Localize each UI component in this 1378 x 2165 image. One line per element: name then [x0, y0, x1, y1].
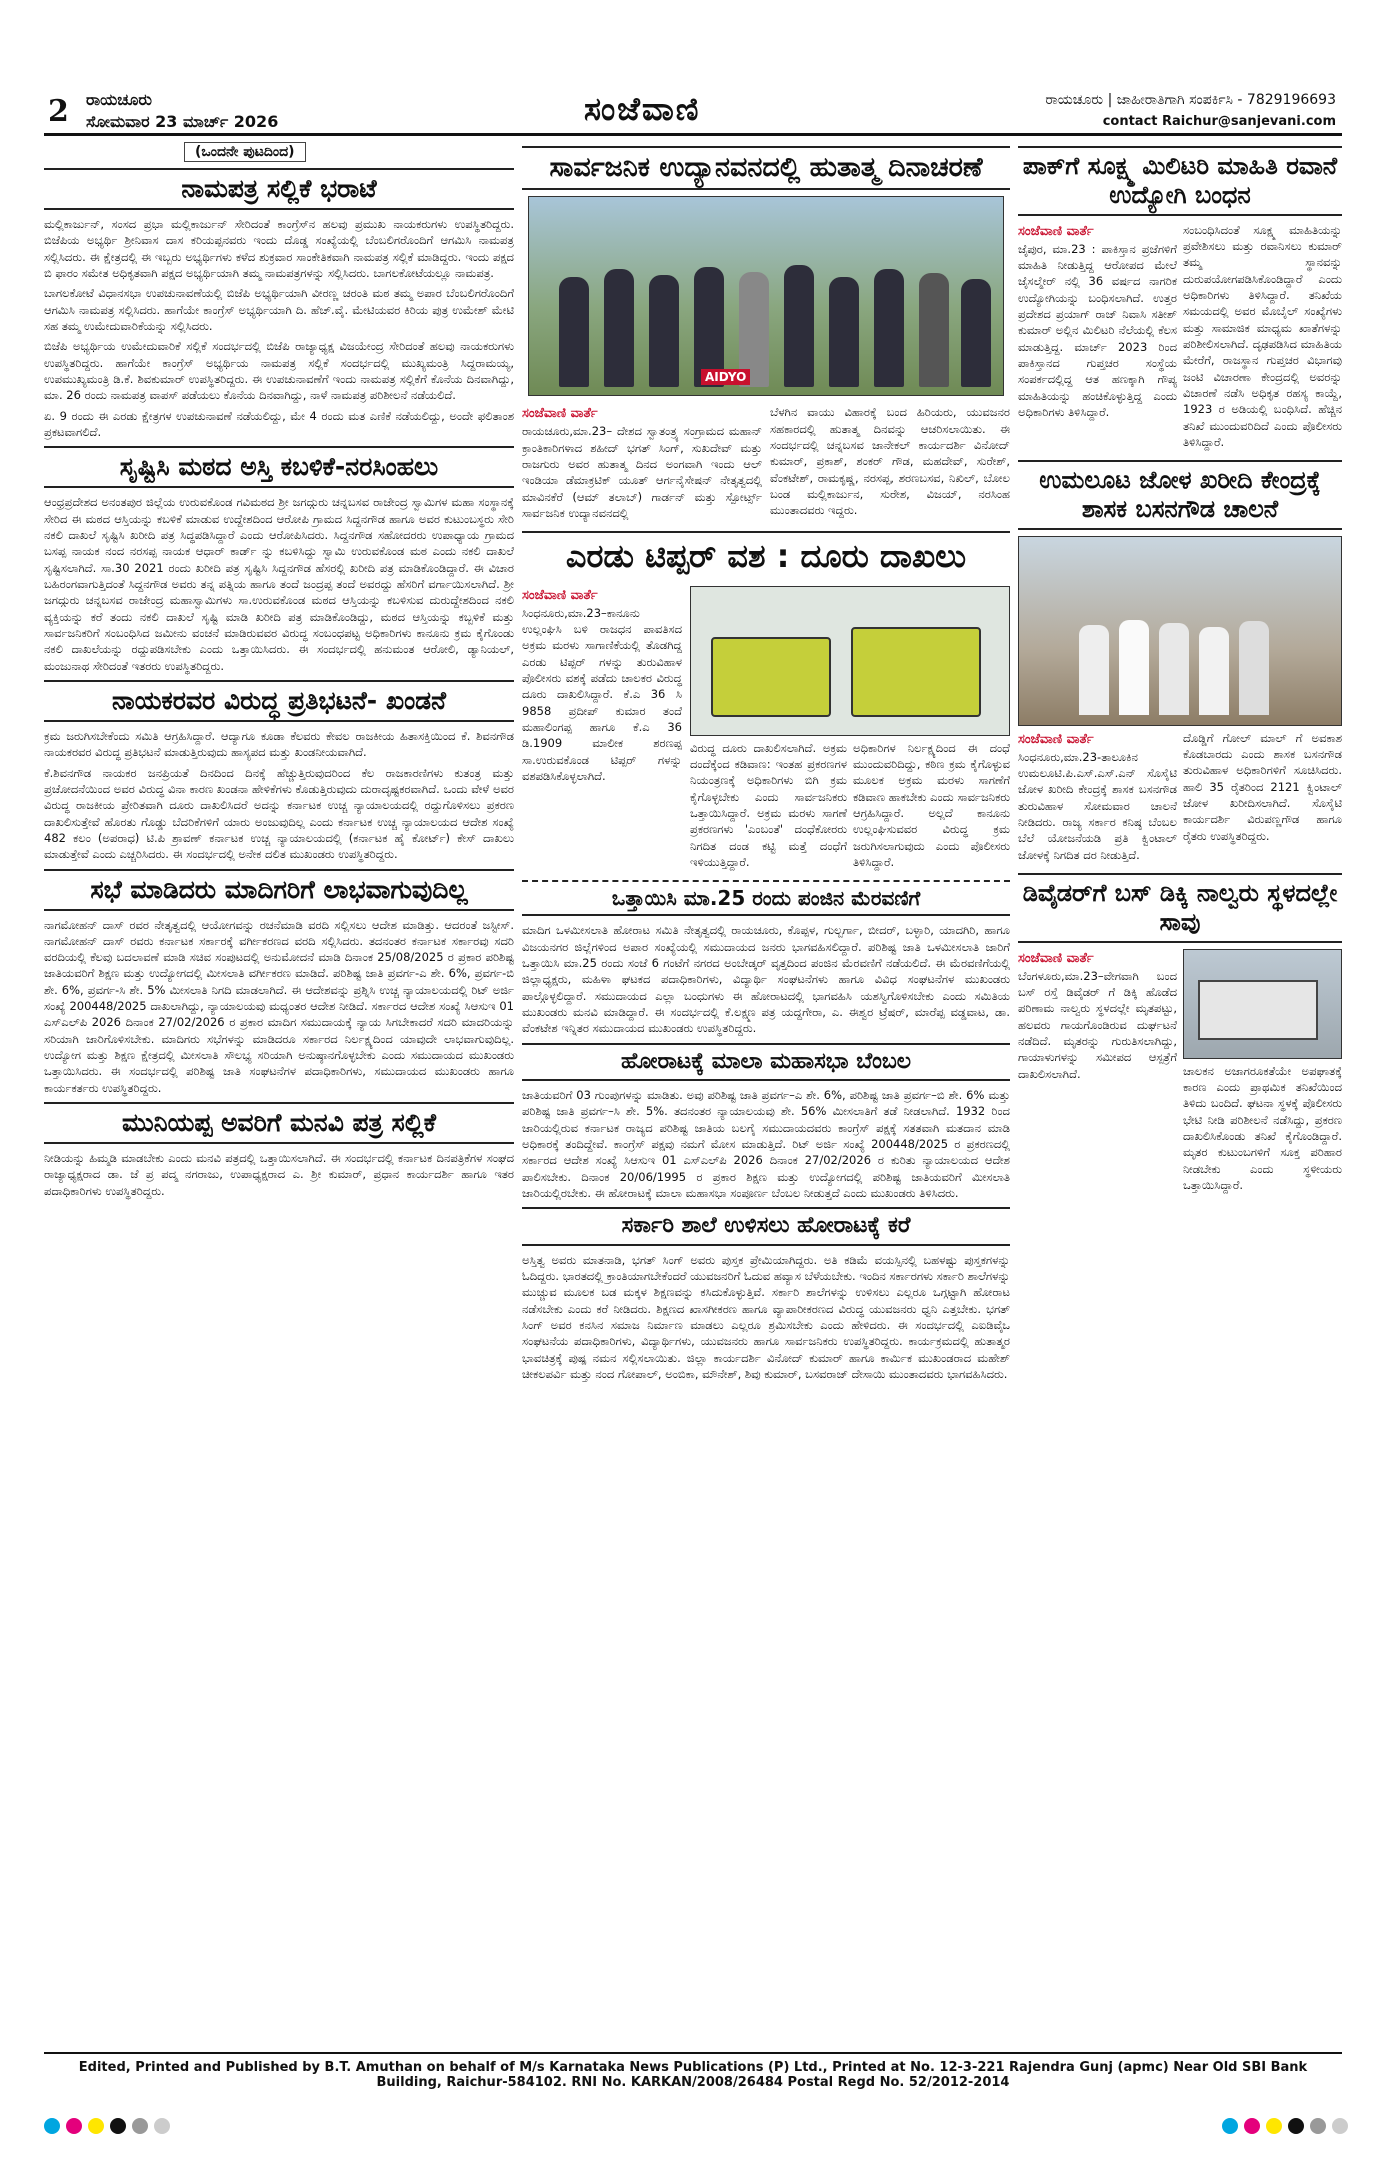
byline: ಸಂಜೆವಾಣಿ ವಾರ್ತೆ: [1018, 950, 1094, 966]
photo-martyrs-day: [528, 196, 1004, 396]
byline: ಸಂಜೆವಾಣಿ ವಾರ್ತೆ: [1018, 223, 1094, 239]
header-date: ಸೋಮವಾರ 23 ಮಾರ್ಚ್ 2026: [86, 112, 279, 131]
column-right: [1018, 140, 1342, 2045]
header-location: ರಾಯಚೂರು: [86, 90, 152, 109]
article-paragraph: ಜೈಪುರ, ಮಾ.23 : ಪಾಕಿಸ್ತಾನ ಪ್ರಜೆಗಳಿಗೆ ಮಾಹಿತಿ ನೀಡುತ್ತಿದ್ದ ಆರೋಪದ ಮೇಲೆ ಜೈಸಲ್ಮೇರ್ ನಲ್ಲಿ 36 ವರ್ಷದ ನಾಗರಿಕ ಉದ್ಯೋಗಿಯನ್ನು ಬಂಧಿಸಲಾಗಿದೆ. ಉತ್ತರ ಪ್ರದೇಶದ ಪ್ರಯಾಗ್ ರಾಜ್ ನಿವಾಸಿ ಸತೀಶ್ ಕುಮಾರ್ ಅಲ್ಲಿನ ಮಿಲಿಟರಿ ನೆಲೆಯಲ್ಲಿ ಕೆಲಸ ಮಾಡುತ್ತಿದ್ದ. ಮಾರ್ಚ್ 2023 ರಿಂದ ಪಾಕಿಸ್ತಾನದ ಗುಪ್ತಚರ ಸಂಸ್ಥೆಯ ಸಂಪರ್ಕದಲ್ಲಿದ್ದ ಆತ ಹಣಕ್ಕಾಗಿ ಗೌಪ್ಯ ಮಾಹಿತಿಯನ್ನು ಹಂಚಿಕೊಳ್ಳುತ್ತಿದ್ದ ಎಂದು ಅಧಿಕಾರಿಗಳು ತಿಳಿಸಿದ್ದಾರೆ.: [1018, 241, 1177, 419]
byline: ಸಂಜೆವಾಣಿ ವಾರ್ತೆ: [522, 587, 598, 603]
article-paragraph: ಅಧಿಕಾರಿಗಳ ನಿರ್ಲಕ್ಷ್ಯದಿಂದ ಈ ದಂಧೆ ಮುಂದುವರಿದಿದ್ದು, ಕಠಿಣ ಕ್ರಮ ಕೈಗೊಳ್ಳುವ ಮೂಲಕ ಅಕ್ರಮ ಮರಳು ಸಾಗಣೆಗೆ ಕಡಿವಾಣ ಹಾಕಬೇಕು ಎಂದು ಸಾರ್ವಜನಿಕರು ಆಗ್ರಹಿಸಿದ್ದಾರೆ. ಅಲ್ಲದೆ ಕಾನೂನು ಉಲ್ಲಂಘಿಸುವವರ ವಿರುದ್ಧ ಕ್ರಮ ಜರುಗಿಸಲಾಗುವುದು ಎಂದು ಪೊಲೀಸರು ತಿಳಿಸಿದ್ದಾರೆ.: [853, 740, 1010, 870]
article-paragraph: ಏ. 9 ರಂದು ಈ ಎರಡು ಕ್ಷೇತ್ರಗಳ ಉಪಚುನಾವಣೆ ನಡೆಯಲಿದ್ದು, ಮೇ 4 ರಂದು ಮತ ಎಣಿಕೆ ನಡೆಯಲಿದ್ದು, ಅಂದೇ ಫಲಿತಾಂಶ ಪ್ರಕಟವಾಗಲಿದೆ.: [44, 408, 514, 439]
headline-madiga-meeting: ಸಭೆ ಮಾಡಿದರು ಮಾದಿಗರಿಗೆ ಲಾಭವಾಗುವುದಿಲ್ಲ: [44, 869, 514, 911]
article-paragraph: ವಿರುದ್ಧ ದೂರು ದಾಖಲಿಸಲಾಗಿದೆ. ಅಕ್ರಮ ದಂದೆಕ್ಕೆಂದ ಕಡಿವಾಣ: ಇಂತಹ ಪ್ರಕರಣಗಳ ನಿಯಂತ್ರಣಕ್ಕೆ ಅಧಿಕಾರಿಗಳು ಬಿಗಿ ಕ್ರಮ ಕೈಗೊಳ್ಳಬೇಕು ಎಂದು ಸಾರ್ವಜನಿಕರು ಒತ್ತಾಯಿಸಿದ್ದಾರೆ. ಅಕ್ರಮ ಮರಳು ಸಾಗಣೆ ಪ್ರಕರಣಗಳು 'ಎಂಬಂತೆ' ದಂಧೆಕೋರರು ನಿಗದಿತ ದಂಡ ಕಟ್ಟಿ ಮತ್ತೆ ದಂಧೆಗೆ ಇಳಿಯುತ್ತಿದ್ದಾರೆ.: [690, 740, 847, 870]
column-center: [522, 140, 1010, 2045]
column-left: [44, 140, 514, 2045]
headline-math-property: ಸೃಷ್ಟಿಸಿ ಮಠದ ಅಸ್ತಿ ಕಬಳಿಕೆ-ನರಸಿಂಹಲು: [44, 446, 514, 488]
headline-tipper-seized: ಎರಡು ಟಿಪ್ಪರ್ ವಶ : ದೂರು ದಾಖಲು: [522, 531, 1010, 579]
article-paragraph: ಸಿಂಧನೂರು,ಮಾ.23–ಕಾನೂನು ಉಲ್ಲಂಘಿಸಿ ಬಳಿ ರಾಜಧನ ಪಾವತಿಸದ ಅಕ್ರಮ ಮರಳು ಸಾಗಾಣಿಕೆಯಲ್ಲಿ ತೊಡಗಿದ್ದ ಎರಡು ಟಿಪ್ಪರ್ ಗಳನ್ನು ತುರುವಿಹಾಳ ಪೊಲೀಸರು ವಶಕ್ಕೆ ಪಡೆದು ಚಾಲಕರ ವಿರುದ್ಧ ದೂರು ದಾಖಲಿಸಿದ್ದಾರೆ. ಕೆ.ಎ 36 ಸಿ 9858 ಪ್ರದೀಪ್ ಕುಮಾರ ತಂದೆ ಮಹಾಲಿಂಗಪ್ಪ ಹಾಗೂ ಕೆ.ಎ 36 ಡಿ.1909 ಮಾಲೀಕ ಶರಣಪ್ಪ ಸಾ.ಉರುವಕೊಂಡ ಟಿಪ್ಪರ್ ಗಳನ್ನು ವಶಪಡಿಸಿಕೊಳ್ಳಲಾಗಿದೆ.: [522, 605, 682, 784]
article-paragraph: ಜಾತಿಯವರಿಗೆ 03 ಗುಂಪುಗಳನ್ನು ಮಾಡಿತು. ಅವು ಪರಿಶಿಷ್ಟ ಜಾತಿ ಪ್ರವರ್ಗ–ಎ ಶೇ. 6%, ಪರಿಶಿಷ್ಟ ಜಾತಿ ಪ್ರವರ್ಗ–ಬಿ ಶೇ. 6% ಮತ್ತು ಪರಿಶಿಷ್ಟ ಜಾತಿ ಪ್ರವರ್ಗ–ಸಿ ಶೇ. 5%. ತದನಂತರ ನ್ಯಾಯಾಲಯವು ಶೇ. 56% ಮೀಸಲಾತಿಗೆ ತಡೆ ನೀಡಲಾಗಿದೆ. 1932 ರಿಂದ ಜಾರಿಯಲ್ಲಿರುವ ಕರ್ನಾಟಕ ರಾಜ್ಯದ ಪರಿಶಿಷ್ಟ ಜಾತಿಯ ಬಲಗೈ ಸಮುದಾಯದವರು ಕಾಂಗ್ರೆಸ್ ಪಕ್ಷಕ್ಕೆ ಸತತವಾಗಿ ಮತದಾನ ಮಾಡಿ ಅಧಿಕಾರಕ್ಕೆ ತಂದಿದ್ದೇವೆ. ಕಾಂಗ್ರೆಸ್ ಪಕ್ಷವು ನಮಗೆ ಮೋಸ ಮಾಡುತ್ತಿದೆ. ರಿಟ್ ಅರ್ಜಿ ಸಂಖ್ಯೆ 200448/2025 ರ ಪ್ರಕರಣದಲ್ಲಿ ಸರ್ಕಾರದ ಆದೇಶ ಸಂಖ್ಯೆ ಸಿಆಸುಇ 01 ಎಸ್‌ಎಲ್‌ಪಿ 2026 ದಿನಾಂಕ 27/02/2026 ರ ಕುರಿತು ನ್ಯಾಯಾಲಯದ ಆದೇಶ ಪಾಲಿಸಬೇಕು. ದಿನಾಂಕ 20/06/1995 ರ ಪ್ರಕಾರ ಶಿಕ್ಷಣ ಮತ್ತು ಉದ್ಯೋಗದಲ್ಲಿ ಪರಿಶಿಷ್ಟ ಜಾತಿಯವರಿಗೆ ಮೀಸಲಾತಿ ಜಾರಿಯಲ್ಲಿರಬೇಕು. ಈ ಹೋರಾಟಕ್ಕೆ ಮಾಲಾ ಮಹಾಸಭಾ ಸಂಪೂರ್ಣ ಬೆಂಬಲ ನೀಡುತ್ತದೆ ಎಂದು ಮುಖಂಡರು ತಿಳಿಸಿದರು.: [522, 1088, 1010, 1201]
page-header: [44, 88, 1342, 136]
headline-protest: ನಾಯಕರವರ ವಿರುದ್ಧ ಪ್ರತಿಭಟನೆ- ಖಂಡನೆ: [44, 680, 514, 722]
article-paragraph: ಸಂಬಂಧಿಸಿದಂತೆ ಸೂಕ್ಷ್ಮ ಮಾಹಿತಿಯನ್ನು ಪ್ರವೇಶಿಸಲು ಮತ್ತು ರವಾನಿಸಲು ಕುಮಾರ್ ತಮ್ಮ ಸ್ಥಾನವನ್ನು ದುರುಪಯೋಗಪಡಿಸಿಕೊಂಡಿದ್ದಾರೆ ಎಂದು ಅಧಿಕಾರಿಗಳು ತಿಳಿಸಿದ್ದಾರೆ. ತನಿಖೆಯ ಸಮಯದಲ್ಲಿ ಅವರ ಮೊಬೈಲ್ ಸಂಖ್ಯೆಗಳು ಮತ್ತು ಸಾಮಾಜಿಕ ಮಾಧ್ಯಮ ಖಾತೆಗಳನ್ನು ಪರಿಶೀಲಿಸಲಾಗಿದೆ. ದೃಢಪಡಿಸಿದ ಮಾಹಿತಿಯ ಮೇರೆಗೆ, ರಾಜಸ್ಥಾನ ಗುಪ್ತಚರ ವಿಭಾಗವು ಜಂಟಿ ವಿಚಾರಣಾ ಕೇಂದ್ರದಲ್ಲಿ ಅವರನ್ನು ವಿಚಾರಣೆ ನಡೆಸಿ ಅಧಿಕೃತ ರಹಸ್ಯ ಕಾಯ್ದೆ, 1923 ರ ಅಡಿಯಲ್ಲಿ ಬಂಧಿಸಿದೆ. ಹೆಚ್ಚಿನ ತನಿಖೆ ಮುಂದುವರಿದಿದೆ ಎಂದು ಪೊಲೀಸರು ತಿಳಿಸಿದ್ದಾರೆ.: [1183, 222, 1342, 449]
article-paragraph: ಮಲ್ಲಿಕಾರ್ಜುನ್, ಸಂಸದ ಪ್ರಭಾ ಮಲ್ಲಿಕಾರ್ಜುನ್ ಸೇರಿದಂತೆ ಕಾಂಗ್ರೆಸ್‌ನ ಹಲವು ಪ್ರಮುಖ ನಾಯಕರುಗಳು ಉಪಸ್ಥಿತರಿದ್ದರು. ಬಿಜೆಪಿಯ ಅಭ್ಯರ್ಥಿ ಶ್ರೀನಿವಾಸ ದಾಸ ಕರಿಯಪ್ಪನವರು ಇಂದು ದೊಡ್ಡ ಸಂಖ್ಯೆಯಲ್ಲಿ ಬೆಂಬಲಿಗರೊಂದಿಗೆ ಆಗಮಿಸಿ ನಾಮಪತ್ರ ಸಲ್ಲಿಸಿದರು. ಈ ಕ್ಷೇತ್ರದಲ್ಲಿ ಈ ಇಬ್ಬರು ಅಭ್ಯರ್ಥಿಗಳು ಕಳೆದ ಶುಕ್ರವಾರ ಸಾಂಕೇತಿಕವಾಗಿ ನಾಮಪತ್ರ ಸಲ್ಲಿಕೆ ಮಾಡಿದ್ದರು. ಇಂದು ಪಕ್ಷದ ಬಿ ಫಾರಂ ಸಮೇತ ಅಧಿಕೃತವಾಗಿ ಪಕ್ಷದ ಅಭ್ಯರ್ಥಿಯಾಗಿ ತಮ್ಮ ನಾಮಪತ್ರಗಳನ್ನು ಸಲ್ಲಿಸಿದರು. ಬಾಗಲಕೋಟೆಯಲ್ಲೂ ನಾಮಪತ್ರ.: [44, 217, 514, 280]
article-paragraph: ಅಸ್ತಿತ್ವ ಅವರು ಮಾತನಾಡಿ, ಭಗತ್ ಸಿಂಗ್ ಅವರು ಪುಸ್ತಕ ಪ್ರೇಮಿಯಾಗಿದ್ದರು. ಅತಿ ಕಡಿಮೆ ವಯಸ್ಸಿನಲ್ಲಿ ಬಹಳಷ್ಟು ಪುಸ್ತಕಗಳನ್ನು ಓದಿದ್ದರು. ಭಾರತದಲ್ಲಿ ಕ್ರಾಂತಿಯಾಗಬೇಕೆಂದರೆ ಯುವಜನರಿಗೆ ಓದುವ ಹವ್ಯಾಸ ಬೆಳೆಯಬೇಕು. ಇಂದಿನ ಸರ್ಕಾರಗಳು ಸರ್ಕಾರಿ ಶಾಲೆಗಳನ್ನು ಮುಚ್ಚುವ ಮೂಲಕ ಬಡ ಮಕ್ಕಳ ಶಿಕ್ಷಣವನ್ನು ಕಸಿದುಕೊಳ್ಳುತ್ತಿವೆ. ಸರ್ಕಾರಿ ಶಾಲೆಗಳನ್ನು ಉಳಿಸಲು ಎಲ್ಲರೂ ಒಗ್ಗಟ್ಟಾಗಿ ಹೋರಾಟ ನಡೆಸಬೇಕು ಎಂದು ಕರೆ ನೀಡಿದರು. ಶಿಕ್ಷಣದ ಖಾಸಗೀಕರಣ ಹಾಗೂ ವ್ಯಾಪಾರೀಕರಣದ ವಿರುದ್ಧ ಯುವಜನರು ಧ್ವನಿ ಎತ್ತಬೇಕು. ಭಗತ್ ಸಿಂಗ್ ಅವರ ಕನಸಿನ ಸಮಾಜ ನಿರ್ಮಾಣ ಮಾಡಲು ಎಲ್ಲರೂ ಶ್ರಮಿಸಬೇಕು ಎಂದು ಹೇಳಿದರು. ಈ ಸಂದರ್ಭದಲ್ಲಿ ಎಐಡಿವೈಒ ಸಂಘಟನೆಯ ಪದಾಧಿಕಾರಿಗಳು, ವಿದ್ಯಾರ್ಥಿಗಳು, ಯುವಜನರು ಹಾಗೂ ಸಾರ್ವಜನಿಕರು ಉಪಸ್ಥಿತರಿದ್ದರು. ಕಾರ್ಯಕ್ರಮದಲ್ಲಿ ಹುತಾತ್ಮರ ಭಾವಚಿತ್ರಕ್ಕೆ ಪುಷ್ಪ ನಮನ ಸಲ್ಲಿಸಲಾಯಿತು. ಜಿಲ್ಲಾ ಕಾರ್ಯದರ್ಶಿ ವಿನೋದ್ ಕುಮಾರ್ ಹಾಗೂ ಕಾರ್ಮಿಕ ಮುಖಂಡರಾದ ಮಹೇಶ್ ಚೀಕಲಪರ್ವಿ ಮತ್ತು ನಂದ ಗೋಪಾಲ್, ಅಂಬಿಕಾ, ಮೌನೇಶ್, ಶಿವು ಕುಮಾರ್, ಬಸವರಾಜ್ ದೇಸಾಯಿ ಮುಂತಾದವರು ಭಾಗವಹಿಸಿದರು.: [522, 1252, 1010, 1382]
headline-martyrs-day: ಸಾರ್ವಜನಿಕ ಉದ್ಯಾನವನದಲ್ಲಿ ಹುತಾತ್ಮ ದಿನಾಚರಣೆ: [522, 146, 1010, 190]
masthead-logo: ಸಂಜೆವಾಣಿ: [584, 90, 701, 128]
header-ad-contact: ರಾಯಚೂರು | ಜಾಹೀರಾತಿಗಾಗಿ ಸಂಪರ್ಕಿಸಿ - 7829196693: [1045, 92, 1336, 108]
article-paragraph: ಸಿಂಧನೂರು,ಮಾ.23-ತಾಲೂಕಿನ ಉಮಲೂಟಿ.ಪಿ.ಎಸ್.ಎಸ್.ಎನ್ ಸೊಸೈಟಿ ಜೋಳ ಖರೀದಿ ಕೇಂದ್ರಕ್ಕೆ ಶಾಸಕ ಬಸನಗೌಡ ತುರುವಿಹಾಳ ಸೋಮವಾರ ಚಾಲನೆ ನೀಡಿದರು. ರಾಜ್ಯ ಸರ್ಕಾರ ಕನಿಷ್ಠ ಬೆಂಬಲ ಬೆಲೆ ಯೋಜನೆಯಡಿ ಪ್ರತಿ ಕ್ವಿಂಟಾಲ್ ಜೋಳಕ್ಕೆ ನಿಗದಿತ ದರ ನೀಡುತ್ತಿದೆ.: [1018, 749, 1177, 862]
article-paragraph: ಮಾದಿಗ ಒಳಮೀಸಲಾತಿ ಹೋರಾಟ ಸಮಿತಿ ನೇತೃತ್ವದಲ್ಲಿ ರಾಯಚೂರು, ಕೊಪ್ಪಳ, ಗುಲ್ಬರ್ಗಾ, ಬೀದರ್, ಬಳ್ಳಾರಿ, ಯಾದಗಿರಿ, ಹಾಗೂ ವಿಜಯನಗರ ಜಿಲ್ಲೆಗಳಿಂದ ಅಪಾರ ಸಂಖ್ಯೆಯಲ್ಲಿ ಸಮುದಾಯದ ಜನರು ಭಾಗವಹಿಸಲಿದ್ದಾರೆ. ಪರಿಶಿಷ್ಟ ಜಾತಿ ಒಳಮೀಸಲಾತಿ ಜಾರಿಗೆ ಒತ್ತಾಯಿಸಿ ಮಾ.25 ರಂದು ಸಂಜೆ 6 ಗಂಟೆಗೆ ನಗರದ ಅಂಬೇಡ್ಕರ್ ವೃತ್ತದಿಂದ ಪಂಜಿನ ಮೆರವಣಿಗೆ ನಡೆಯಲಿದೆ. ಈ ಮೆರವಣಿಗೆಯಲ್ಲಿ ಜಿಲ್ಲಾಧ್ಯಕ್ಷರು, ಮಹಿಳಾ ಘಟಕದ ಪದಾಧಿಕಾರಿಗಳು, ವಿದ್ಯಾರ್ಥಿ ಸಂಘಟನೆಗಳು ಹಾಗೂ ವಿವಿಧ ಸಂಘಟನೆಗಳ ಮುಖಂಡರು ಪಾಲ್ಗೊಳ್ಳಲಿದ್ದಾರೆ. ಸಮುದಾಯದ ಎಲ್ಲಾ ಬಂಧುಗಳು ಈ ಹೋರಾಟದಲ್ಲಿ ಭಾಗವಹಿಸಿ ಯಶಸ್ವಿಗೊಳಿಸಬೇಕು ಎಂದು ಸಮಿತಿಯ ಮುಖಂಡರು ಮನವಿ ಮಾಡಿದ್ದಾರೆ. ಈ ಸಂದರ್ಭದಲ್ಲಿ ಕೆ.ಲಕ್ಷ್ಮಣ ಪತ್ರ ಯದ್ದಗೇರಾ, ಎ. ಈಶ್ವರ ಟ್ರೆಷರ್, ಮಾರೆಪ್ಪ ವಡ್ಡವಾಟ, ಡಾ. ವೆಂಕಟೇಶ ಇನ್ನಿತರ ಸಮುದಾಯದ ಮುಖಂಡರು ಉಪಸ್ಥಿತರಿದ್ದರು.: [522, 923, 1010, 1036]
photo-tippers: [690, 586, 1010, 736]
article-paragraph: ಬೆಳಗಿನ ವಾಯು ವಿಹಾರಕ್ಕೆ ಬಂದ ಹಿರಿಯರು, ಯುವಜನರ ಸಹಕಾರದಲ್ಲಿ ಹುತಾತ್ಮ ದಿನವನ್ನು ಆಚರಿಸಲಾಯಿತು. ಈ ಸಂದರ್ಭದಲ್ಲಿ ಚನ್ನಬಸವ ಜಾನೇಕಲ್ ಕಾರ್ಯದರ್ಶಿ ವಿನೋದ್ ಕುಮಾರ್, ಪ್ರಕಾಶ್, ಶಂಕರ್ ಗೌಡ, ಮಹದೇವ್, ಸುರೇಶ್, ವೆಂಕಟೇಶ್, ರಾಮಕೃಷ್ಣ, ನರಸಪ್ಪ, ಶರಣಬಸವ, ನಿಖಿಲ್, ಬೋಲ ಬಂಡ ಮಲ್ಲಿಕಾರ್ಜುನ, ಸುರೇಶ, ವಿಜಯ್, ನರಸಿಂಹ ಮುಂತಾದವರು ಇದ್ದರು.: [770, 405, 1010, 518]
color-registration-right: [1222, 2118, 1348, 2136]
byline: ಸಂಜೆವಾಣಿ ವಾರ್ತೆ: [1018, 731, 1094, 747]
headline-jowar-purchase: ಉಮಲೂಟ ಜೋಳ ಖರೀದಿ ಕೇಂದ್ರಕ್ಕೆ ಶಾಸಕ ಬಸನಗೌಡ ಚಾಲನೆ: [1018, 460, 1342, 530]
photo-martyrs-day-wrap: [522, 196, 1010, 404]
headline-muniyappa-memo: ಮುನಿಯಪ್ಪ ಅವರಿಗೆ ಮನವಿ ಪತ್ರ ಸಲ್ಲಿಕೆ: [44, 1102, 514, 1144]
continued-label: (ಒಂದನೇ ಪುಟದಿಂದ): [184, 142, 306, 162]
article-paragraph: ಆಂಧ್ರಪ್ರದೇಶದ ಅನಂತಪುರ ಜಿಲ್ಲೆಯ ಉರುವಕೊಂಡ ಗವಿಮಠದ ಶ್ರೀ ಜಗದ್ಗುರು ಚನ್ನಬಸವ ರಾಜೇಂದ್ರ ಸ್ವಾಮಿಗಳ ಮಹಾ ಸಂಸ್ಥಾನಕ್ಕೆ ಸೇರಿದ ಈ ಮಠದ ಆಸ್ತಿಯನ್ನು ಕಬಳಿಕೆ ಮಾಡುವ ಉದ್ದೇಶದಿಂದ ಆರೋಪಿ ಗ್ರಾಮದ ಸಿದ್ದನಗೌಡ ಹಾಗೂ ಅವರ ಕುಟುಂಬಸ್ಥರು ಸೇರಿ ನಕಲಿ ದಾಖಲೆ ಸೃಷ್ಟಿಸಿ ಖರೀದಿ ಪತ್ರ ಸಿದ್ಧಪಡಿಸಿದ್ದಾರೆ ಎಂದು ಆರೋಪಿಸಿದರು. ಸಿದ್ದನಗೌಡ ಸಹೋದರರು ಉಪಾಧ್ಯಾಯ ಗ್ರಾಮದ ಬಸಪ್ಪ ನಾಯಕ ನಂದ ನರಸಪ್ಪ ನಾಯಕ ಆಧಾರ್ ಕಾರ್ಡ್ ನ್ನು ಕಬಳಿಸಿದ್ದು ಸ್ವಾಮಿ ಉರುವಕೊಂಡ ಮಠ ಎಂದು ನಕಲಿ ದಾಖಲೆ ಸೃಷ್ಟಿಸಲಾಗಿದೆ. ಸಾ.30 2021 ರಂದು ಖರೀದಿ ಪತ್ರ ಸೃಷ್ಟಿಸಿ ಸಿದ್ದನಗೌಡ ಹೆಸರಲ್ಲಿ ಖರೀದಿ ಪತ್ರ ಮಾಡಿಕೊಂಡಿದ್ದಾರೆ. ಈ ವಿಚಾರ ಬಹಿರಂಗವಾಗುತ್ತಿದಂತೆ ಸಿದ್ದನಗೌಡ ಅವರು ತನ್ನ ಪತ್ನಿಯ ಹಾಗೂ ತಂದೆ ಜಂದ್ರಪ್ಪ ತಂದೆ ಅವರದ್ದು ಹೆಸರಿಗೆ ವರ್ಗಾಯಿಸಲಾಗಿದೆ. ಶ್ರೀ ಜಗದ್ಗುರು ಚನ್ನಬಸವ ರಾಜೇಂದ್ರ ಮಹಾಸ್ವಾಮಿಗಳು ಸಾ.ಉರುವಕೊಂಡ ಮಠದ ಆಸ್ತಿಯನ್ನು ಕಬಳಿಸುವ ದುರುದ್ದೇಶದಿಂದ ನಕಲಿ ವ್ಯಕ್ತಿಯನ್ನು ಕರೆ ತಂದು ನಕಲಿ ದಾಖಲೆ ಸೃಷ್ಟಿ ಮಾಡಿ ಖರೀದಿ ಪತ್ರ ಮಾಡಿಕೊಂಡಿದ್ದು, ಮಠದ ಆಸ್ತಿಯನ್ನು ಕಬ್ಬಳಿಕೆ ಮತ್ತು ಸಾರ್ವಜನಿಕರಿಗೆ ಸಂಬಂಧಿಸಿದ ಜಮೀನು ವಂಚನೆ ಮಾಡಿರುವವರ ವಿರುದ್ಧ ಸಂಬಂಧಪಟ್ಟ ಅಧಿಕಾರಿಗಳು ಕಾನೂನು ಕ್ರಮ ಕೈಗೊಂಡು ನಕಲಿ ದಾಖಲೆಯನ್ನು ರದ್ದುಪಡಿಸಬೇಕು ಎಂದು ಒತ್ತಾಯಿಸಿದರು. ಈ ಸಂದರ್ಭದಲ್ಲಿ ಹನುಮಂತ ಆರೋಲಿ, ಡ್ಯಾನಿಯಲ್, ಮಂಜುನಾಥ ಸೇರಿದಂತೆ ಇತರರು ಉಪಸ್ಥಿತರಿದ್ದರು.: [44, 495, 514, 673]
photo-banner-aidyo: AIDYO: [701, 369, 750, 385]
headline-mala-mahasabha: ಹೋರಾಟಕ್ಕೆ ಮಾಲಾ ಮಹಾಸಭಾ ಬೆಂಬಲ: [522, 1043, 1010, 1081]
headline-nomination: ನಾಮಪತ್ರ ಸಲ್ಲಿಕೆ ಭರಾಟೆ: [44, 168, 514, 210]
photo-jowar-centre: [1018, 536, 1342, 726]
article-paragraph: ಕೆ.ಶಿವನಗೌಡ ನಾಯಕರ ಜನಪ್ರಿಯತೆ ದಿನದಿಂದ ದಿನಕ್ಕೆ ಹೆಚ್ಚುತ್ತಿರುವುದರಿಂದ ಕೆಲ ರಾಜಕಾರಣಿಗಳು ಕುತಂತ್ರ ಮತ್ತು ಪ್ರಚೋದನೆಯಿಂದ ಅವರ ವಿರುದ್ಧ ವಿನಾ ಕಾರಣ ಖಂಡನಾ ಹೇಳಿಕೆಗಳು ಕೊಡುತ್ತಿರುವುದು ದುರಾದೃಷ್ಟಕರವಾಗಿದೆ. ಒಂದು ವೇಳೆ ಅವರ ವಿರುದ್ಧ ರಾಜಕೀಯ ಪ್ರೇರಿತವಾಗಿ ದೂರು ದಾಖಲಿಸಿದರೆ ಅದನ್ನು ಕರ್ನಾಟಕ ಉಚ್ಚ ನ್ಯಾಯಾಲಯದಲ್ಲಿ ರದ್ದುಗೊಳಿಸಲು ಪ್ರಕರಣ ದಾಖಲಿಸುತ್ತೇವೆ ಹೊರತು ಗೊಡ್ಡು ಬೆದರಿಕೆಗಳಿಗೆ ಯಾರು ಅಂಜುವುದಿಲ್ಲ ಎಂದು ಕರ್ನಾಟಕ ಉಚ್ಚ ನ್ಯಾಯಾಲಯದ ಆದೇಶ ಸಂಖ್ಯೆ 482 ಕಲಂ (ಅಪರಾಧ) ಟಿ.ಪಿ ಶ್ರಾವಣ್ ಕರ್ನಾಟಕ ಉಚ್ಚ ನ್ಯಾಯಾಲಯದಲ್ಲಿ (ಕರ್ನಾಟಕ ಹೈ ಕೋರ್ಟ್) ಕೇಸ್ ದಾಖಲು ಮಾಡುತ್ತೇವೆ ಎಂದು ಎಚ್ಚರಿಸಿದರು. ಈ ಸಂದರ್ಭದಲ್ಲಿ ಅನೇಕ ದಲಿತ ಮುಖಂಡರು ಉಪಸ್ಥಿತರಿದ್ದರು.: [44, 765, 514, 862]
article-paragraph: ಬಿಜೆಪಿ ಅಭ್ಯರ್ಥಿಯ ಉಮೇದುವಾರಿಕೆ ಸಲ್ಲಿಕೆ ಸಂದರ್ಭದಲ್ಲಿ ಬಿಜೆಪಿ ರಾಜ್ಯಾಧ್ಯಕ್ಷ ವಿಜಯೇಂದ್ರ ಸೇರಿದಂತೆ ಹಲವು ನಾಯಕರುಗಳು ಉಪಸ್ಥಿತರಿದ್ದರು. ಹಾಗೆಯೇ ಕಾಂಗ್ರೆಸ್ ಅಭ್ಯರ್ಥಿಯ ನಾಮಪತ್ರ ಸಲ್ಲಿಕೆ ಸಂದರ್ಭದಲ್ಲಿ ಮುಖ್ಯಮಂತ್ರಿ ಸಿದ್ದರಾಮಯ್ಯ, ಉಪಮುಖ್ಯಮಂತ್ರಿ ಡಿ.ಕೆ. ಶಿವಕುಮಾರ್ ಉಪಸ್ಥಿತರಿದ್ದರು. ಈ ಉಪಚುನಾವಣೆಗೆ ಇಂದು ನಾಮಪತ್ರ ಸಲ್ಲಿಕೆಗೆ ಕೊನೆಯ ದಿನವಾಗಿದ್ದು, ಮಾ. 26 ರಂದು ನಾಮಪತ್ರ ವಾಪಸ್ ಪಡೆಯಲು ಕೊನೆಯ ದಿನವಾಗಿದ್ದು, ನಾಳೆ ನಾಮಪತ್ರ ಪರಿಶೀಲನೆ ನಡೆಯಲಿದೆ.: [44, 339, 514, 403]
page-number: 2: [48, 94, 69, 129]
headline-military-info-arrest: ಪಾಕ್‌ಗೆ ಸೂಕ್ಷ್ಮ ಮಿಲಿಟರಿ ಮಾಹಿತಿ ರವಾನೆ ಉದ್ಯೋಗಿ ಬಂಧನ: [1018, 146, 1342, 216]
headline-bus-accident: ಡಿವೈಡರ್‌ಗೆ ಬಸ್ ಡಿಕ್ಕಿ ನಾಲ್ವರು ಸ್ಥಳದಲ್ಲೇ ಸಾವು: [1018, 873, 1342, 943]
article-paragraph: ನಾಗಮೋಹನ್ ದಾಸ್ ರವರ ನೇತೃತ್ವದಲ್ಲಿ ಆಯೋಗವನ್ನು ರಚನೆಮಾಡಿ ವರದಿ ಸಲ್ಲಿಸಲು ಆದೇಶ ಮಾಡಿತ್ತು. ಆದರಂತೆ ಜಸ್ಟೀಸ್. ನಾಗಮೋಹನ್ ದಾಸ್ ರವರು ಕರ್ನಾಟಕ ಸರ್ಕಾರಕ್ಕೆ ವರ್ಗೀಕರಣದ ವರದಿ ಸಲ್ಲಿಸಿದರು. ತದನಂತರ ಕರ್ನಾಟಕ ಸರ್ಕಾರವು ಸದರಿ ವರದಿಯಲ್ಲಿ ಕೆಲವು ಬದಲಾವಣೆ ಮಾಡಿ ಸಚಿವ ಸಂಪುಟದಲ್ಲಿ ಅನುಮೋದನೆ ಮಾಡಿ ದಿನಾಂಕ 25/08/2025 ರ ಪ್ರಕಾರ ಪರಿಶಿಷ್ಟ ಜಾತಿಯವರಿಗೆ ಶಿಕ್ಷಣ ಮತ್ತು ಉದ್ಯೋಗದಲ್ಲಿ ಮೀಸಲಾತಿ ವರ್ಗೀಕರಣ ಮಾಡಿದೆ. ಪರಿಶಿಷ್ಟ ಜಾತಿ ಪ್ರವರ್ಗ-ಎ ಶೇ. 6%, ಪ್ರವರ್ಗ-ಬಿ ಶೇ. 6%, ಪ್ರವರ್ಗ-ಸಿ ಶೇ. 5% ಮೀಸಲಾತಿ ನಿಗದಿ ಮಾಡಲಾಗಿದೆ. ಈ ಆದೇಶವನ್ನು ಪ್ರಶ್ನಿಸಿ ಉಚ್ಚ ನ್ಯಾಯಾಲಯದಲ್ಲಿ ರಿಟ್ ಅರ್ಜಿ ಸಂಖ್ಯೆ 200448/2025 ದಾಖಲಾಗಿದ್ದು, ನ್ಯಾಯಾಲಯವು ಮಧ್ಯಂತರ ಆದೇಶ ನೀಡಿದೆ. ಸರ್ಕಾರದ ಆದೇಶ ಸಂಖ್ಯೆ ಸಿಆಸುಇ 01 ಎಸ್‌ಎಲ್‌ಪಿ 2026 ದಿನಾಂಕ 27/02/2026 ರ ಪ್ರಕಾರ ಮಾದಿಗ ಸಮುದಾಯಕ್ಕೆ ನ್ಯಾಯ ಸಿಗಬೇಕಾದರೆ ಸದರಿ ಮಾದರಿಯನ್ನು ಸರಿಯಾಗಿ ಜಾರಿಗೊಳಿಸಬೇಕು. ಮಾದಿಗರು ಸಭೆಗಳನ್ನು ಮಾಡಿದರೂ ಸರ್ಕಾರದ ನಿರ್ಲಕ್ಷ್ಯದಿಂದ ಯಾವುದೇ ಲಾಭವಾಗುವುದಿಲ್ಲ. ಉದ್ಯೋಗ ಮತ್ತು ಶಿಕ್ಷಣ ಕ್ಷೇತ್ರದಲ್ಲಿ ಮೀಸಲಾತಿ ಸೌಲಭ್ಯ ಸರಿಯಾಗಿ ಅನುಷ್ಠಾನಗೊಳ್ಳಬೇಕು ಎಂದು ಸಮುದಾಯದ ಮುಖಂಡರು ಒತ್ತಾಯಿಸಿದರು. ಈ ಸಂದರ್ಭದಲ್ಲಿ ಪರಿಶಿಷ್ಟ ಜಾತಿ ಸಂಘಟನೆಗಳ ಪದಾಧಿಕಾರಿಗಳು, ಸಮುದಾಯದ ಮುಖಂಡರು ಹಾಗೂ ಕಾರ್ಯಕರ್ತರು ಉಪಸ್ಥಿತರಿದ್ದರು.: [44, 917, 514, 1095]
header-email: contact Raichur@sanjevani.com: [1102, 114, 1336, 129]
headline-torch-rally: ಒತ್ತಾಯಿಸಿ ಮಾ.25 ರಂದು ಪಂಜಿನ ಮೆರವಣಿಗೆ: [522, 880, 1010, 916]
article-paragraph: ಚಾಲಕನ ಅಜಾಗರೂಕತೆಯೇ ಅಪಘಾತಕ್ಕೆ ಕಾರಣ ಎಂದು ಪ್ರಾಥಮಿಕ ತನಿಖೆಯಿಂದ ತಿಳಿದು ಬಂದಿದೆ. ಘಟನಾ ಸ್ಥಳಕ್ಕೆ ಪೊಲೀಸರು ಭೇಟಿ ನೀಡಿ ಪರಿಶೀಲನೆ ನಡೆಸಿದ್ದು, ಪ್ರಕರಣ ದಾಖಲಿಸಿಕೊಂಡು ತನಿಖೆ ಕೈಗೊಂಡಿದ್ದಾರೆ. ಮೃತರ ಕುಟುಂಬಗಳಿಗೆ ಸೂಕ್ತ ಪರಿಹಾರ ನೀಡಬೇಕು ಎಂದು ಸ್ಥಳೀಯರು ಒತ್ತಾಯಿಸಿದ್ದಾರೆ.: [1183, 1063, 1342, 1192]
color-registration-left: [44, 2118, 170, 2136]
article-paragraph: ಬಾಗಲಕೋಟೆ ವಿಧಾನಸಭಾ ಉಪಚುನಾವಣೆಯಲ್ಲಿ ಬಿಜೆಪಿ ಅಭ್ಯರ್ಥಿಯಾಗಿ ವೀರಣ್ಣ ಚರಂತಿ ಮಠ ತಮ್ಮ ಅಪಾರ ಬೆಂಬಲಿಗರೊಂದಿಗೆ ಆಗಮಿಸಿ ನಾಮಪತ್ರ ಸಲ್ಲಿಸಿದರು. ಹಾಗೆಯೇ ಕಾಂಗ್ರೆಸ್ ಅಭ್ಯರ್ಥಿಯಾಗಿ ದಿ. ಹೆಚ್.ವೈ. ಮೇಟಿಯವರ ಕಿರಿಯ ಪುತ್ರ ಉಮೇಶ್ ಮೇಟಿ ಸಹ ತಮ್ಮ ಉಮೇದುವಾರಿಕೆಯನ್ನು ಸಲ್ಲಿಸಿದರು.: [44, 286, 514, 333]
article-paragraph: ಕ್ರಮ ಜರುಗಿಸಬೇಕೆಂದು ಸಮಿತಿ ಆಗ್ರಹಿಸಿದ್ದಾರೆ. ಆದ್ಯಾಗೂ ಕೂಡಾ ಕೆಲವರು ಕೇವಲ ರಾಜಕೀಯ ಹಿತಾಸಕ್ತಿಯಿಂದ ಕೆ. ಶಿವನಗೌಡ ನಾಯಕರವರ ವಿರುದ್ಧ ಪ್ರತಿಭಟನೆ ಮಾಡುತ್ತಿರುವುದು ಹಾಸ್ಯಪದ ಮತ್ತು ಖಂಡನೀಯವಾಗಿದೆ.: [44, 728, 514, 760]
article-paragraph: ಬೆಂಗಳೂರು,ಮಾ.23–ವೇಗವಾಗಿ ಬಂದ ಬಸ್ ರಸ್ತೆ ಡಿವೈಡರ್ ಗೆ ಡಿಕ್ಕಿ ಹೊಡೆದ ಪರಿಣಾಮ ನಾಲ್ವರು ಸ್ಥಳದಲ್ಲೇ ಮೃತಪಟ್ಟು, ಹಲವರು ಗಾಯಗೊಂಡಿರುವ ದುರ್ಘಟನೆ ನಡೆದಿದೆ. ಮೃತರನ್ನು ಗುರುತಿಸಲಾಗಿದ್ದು, ಗಾಯಾಳುಗಳನ್ನು ಸಮೀಪದ ಆಸ್ಪತ್ರೆಗೆ ದಾಖಲಿಸಲಾಗಿದೆ.: [1018, 968, 1177, 1081]
article-paragraph: ನೀಡಿಯನ್ನು ಹಿಮ್ಮಡಿ ಮಾಡಬೇಕು ಎಂದು ಮನವಿ ಪತ್ರದಲ್ಲಿ ಒತ್ತಾಯಿಸಲಾಗಿದೆ. ಈ ಸಂದರ್ಭದಲ್ಲಿ ಕರ್ನಾಟಕ ದಿನಪತ್ರಿಕೆಗಳ ಸಂಘದ ರಾಜ್ಯಾಧ್ಯಕ್ಷರಾದ ಡಾ. ಜೆ ಪ್ರ ಪದ್ಮ ನಗರಾಜು, ಉಪಾಧ್ಯಕ್ಷರಾದ ಎ. ಶ್ರೀ ಕುಮಾರ್, ಪ್ರಧಾನ ಕಾರ್ಯದರ್ಶಿ ಹಾಗೂ ಇತರ ಪದಾಧಿಕಾರಿಗಳು ಉಪಸ್ಥಿತರಿದ್ದರು.: [44, 1151, 514, 1198]
byline: ಸಂಜೆವಾಣಿ ವಾರ್ತೆ: [522, 406, 598, 422]
footer-imprint: Edited, Printed and Published by B.T. Amuthan on behalf of M/s Karnataka News Publications (P) Ltd., Printed at No. 12-3-221 Rajendra Gunj (apmc) Near Old SBI Bank Building, Raichur-584102. RNI No. KARKAN/2008/26484 Postal Regd No. 52/2012-2014: [44, 2052, 1342, 2090]
headline-save-govt-school: ಸರ್ಕಾರಿ ಶಾಲೆ ಉಳಿಸಲು ಹೋರಾಟಕ್ಕೆ ಕರೆ: [522, 1207, 1010, 1245]
article-paragraph: ರಾಯಚೂರು,ಮಾ.23– ದೇಶದ ಸ್ವಾತಂತ್ರ್ಯ ಸಂಗ್ರಾಮದ ಮಹಾನ್ ಕ್ರಾಂತಿಕಾರಿಗಳಾದ ಶಹೀದ್ ಭಗತ್ ಸಿಂಗ್, ಸುಖದೇವ್ ಮತ್ತು ರಾಜಗುರು ಅವರ ಹುತಾತ್ಮ ದಿನದ ಅಂಗವಾಗಿ ಇಂದು ಆಲ್ ಇಂಡಿಯಾ ಡೆಮಾಕ್ರಟಿಕ್ ಯೂತ್ ಆರ್ಗನೈಸೇಷನ್ ನೇತೃತ್ವದಲ್ಲಿ ಮಾವಿನಕೆರೆ (ಆಮ್ ತಲಾಬ್) ಗಾರ್ಡನ್ ಮತ್ತು ಸ್ಪೋರ್ಟ್ಸ್ ಸಾರ್ವಜನಿಕ ಉದ್ಯಾನವನದಲ್ಲಿ: [522, 424, 762, 521]
article-paragraph: ದೊಡ್ಡಿಗೆ ಗೋಲ್ ಮಾಲ್ ಗೆ ಅವಕಾಶ ಕೊಡಬಾರದು ಎಂದು ಶಾಸಕ ಬಸನಗೌಡ ತುರುವಿಹಾಳ ಅಧಿಕಾರಿಗಳಿಗೆ ಸೂಚಿಸಿದರು. ಹಾಲಿ 35 ರೈತರಿಂದ 2121 ಕ್ವಿಂಟಾಲ್ ಜೋಳ ಖರೀದಿಸಲಾಗಿದೆ. ಸೊಸೈಟಿ ಕಾರ್ಯದರ್ಶಿ ವಿರುಪಣ್ಣಗೌಡ ಹಾಗೂ ರೈತರು ಉಪಸ್ಥಿತರಿದ್ದರು.: [1183, 730, 1342, 843]
photo-bus-accident: [1183, 949, 1342, 1059]
